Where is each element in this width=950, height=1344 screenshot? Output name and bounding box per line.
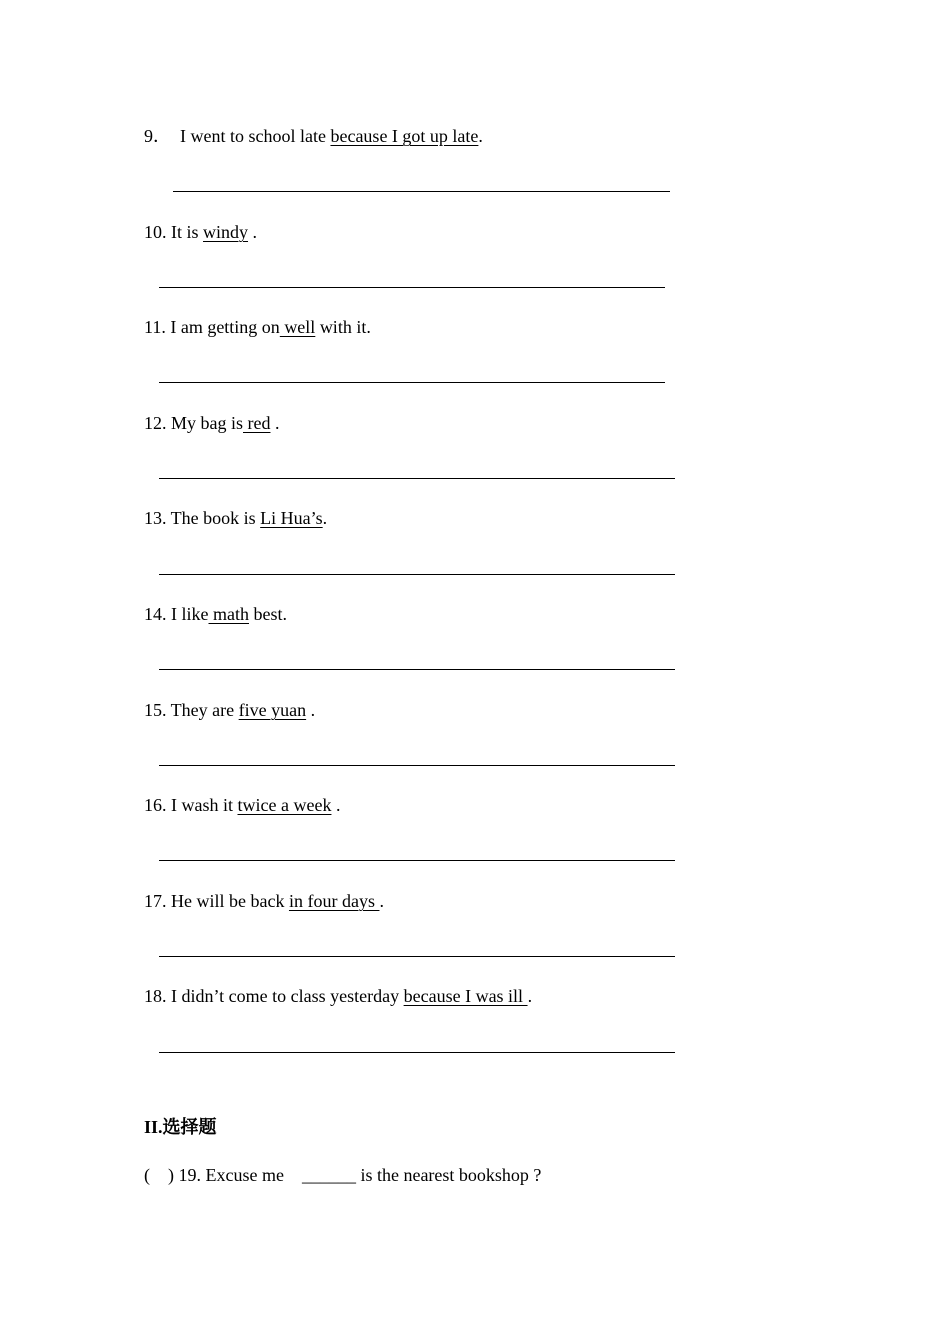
underlined-part: five yuan [238,700,307,720]
question-16 [144,794,340,816]
question-text-end: . [270,413,280,433]
question-text: 17. He will be back [144,891,289,911]
choice-question-19: ( ) 19. Excuse me ______ is the nearest bookshop ? [144,1165,542,1185]
question-12 [144,412,279,434]
answer-line-13 [159,574,675,575]
question-text-end: . [322,508,328,528]
question-text-end: with it. [315,317,371,337]
answer-line-10 [159,287,665,288]
question-text: 18. I didn’t come to class yesterday [144,986,404,1006]
question-11 [144,316,371,338]
question-text-end: . [306,700,316,720]
underlined-part: windy [203,222,249,242]
question-text: 13. The book is [144,508,261,528]
underlined-part: because I got up late [330,126,479,146]
underlined-part: twice a week [237,795,332,815]
question-text-end: . [248,222,258,242]
question-text-end: best. [249,604,287,624]
answer-line-15 [159,765,675,766]
answer-line-17 [159,956,675,957]
question-text: 11. I am getting on [144,317,280,337]
underlined-part: because I was ill [403,986,528,1006]
underlined-part: well [279,317,316,337]
question-9 [144,125,483,147]
question-text-end: . [331,795,341,815]
question-10 [144,221,257,243]
question-text-end: . [478,126,483,146]
question-text-end: . [379,891,384,911]
question-13 [144,507,327,529]
underlined-part: Li Hua’s [260,508,323,528]
question-text: 14. I like [144,604,209,624]
answer-line-18 [159,1052,675,1053]
answer-line-12 [159,478,675,479]
section-heading: II.选择题 [144,1117,217,1137]
answer-line-14 [159,669,675,670]
question-text-end: . [527,986,533,1006]
question-text: 10. It is [144,222,204,242]
answer-line-11 [159,382,665,383]
underlined-part: in four days [288,891,380,911]
question-18 [144,985,532,1007]
question-text: 12. My bag is [144,413,243,433]
question-14 [144,603,287,625]
underlined-part: red [243,413,271,433]
question-text: 9． I went to school late [144,126,331,146]
underlined-part: math [208,604,249,624]
answer-line-16 [159,860,675,861]
question-15 [144,699,315,721]
question-text: 16. I wash it [144,795,238,815]
question-text: 15. They are [144,700,239,720]
answer-line-9 [173,191,670,192]
question-17 [144,890,384,912]
